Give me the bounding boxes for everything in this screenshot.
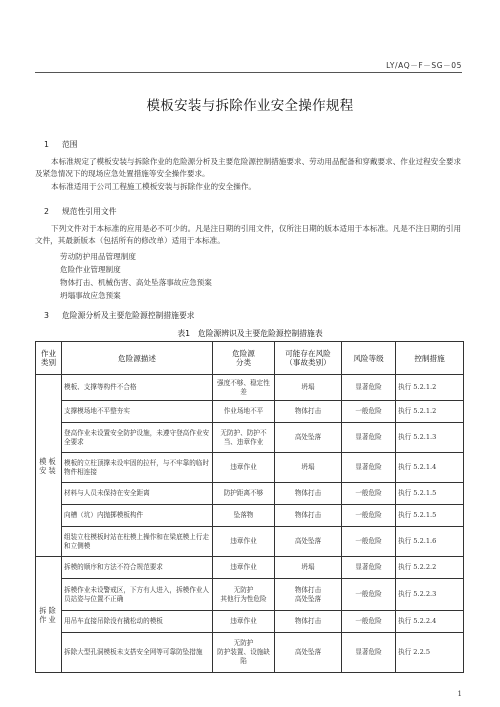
hazard-control-table [35, 341, 464, 673]
table-row [36, 527, 464, 557]
header-risk-level: 风险等级 [342, 342, 396, 375]
table-row [36, 483, 464, 505]
document-title: 模板安装与拆除作业安全操作规程 [146, 98, 354, 114]
risk-level-cell: 一般危险 [342, 483, 396, 505]
control-measure-cell: 执行 5.2.1.5 [396, 505, 464, 527]
hazard-type-cell: 违章作业 [213, 611, 275, 633]
hazard-description-cell: 用吊车直接吊除没有撬松动的模板 [62, 611, 213, 633]
control-measure-cell: 执行 5.2.1.2 [396, 401, 464, 423]
control-measure-cell: 执行 5.2.2.4 [396, 611, 464, 633]
control-measure-cell: 执行 5.2.1.2 [396, 375, 464, 401]
paragraph: 本标准规定了模板安装与拆除作业的危险源分析及主要危险源控制措施要求、劳动用品配备和穿戴要求、作业过程安全要求及紧急情况下的现场应急处置措施等安全操作要求。 [35, 157, 462, 178]
section-heading-scope [44, 139, 78, 150]
accident-type-cell: 物体打击 高处坠落 [275, 579, 342, 611]
accident-type-cell: 高处坠落 [275, 633, 342, 673]
hazard-description-cell: 登高作业未设置安全防护设施，未遵守登高作业安全要求 [62, 423, 213, 453]
hazard-type-cell: 无防护 其他行为性危险 [213, 579, 275, 611]
risk-level-cell: 显著危险 [342, 557, 396, 579]
hazard-type-cell: 作业场地不平 [213, 401, 275, 423]
page-number: 1 [457, 690, 462, 698]
table-row [36, 505, 464, 527]
risk-level-cell: 一般危险 [342, 505, 396, 527]
hazard-type-cell: 坠落物 [213, 505, 275, 527]
hazard-type-cell: 无防护 防护装置、设施缺陷 [213, 633, 275, 673]
header-rule [35, 72, 462, 73]
header-accident-type: 可能存在风险 （事故类别） [275, 342, 342, 375]
hazard-description-cell: 支撑模场地不平整夯实 [62, 401, 213, 423]
hazard-description-cell: 拆模的顺序和方法不符合规范要求 [62, 557, 213, 579]
hazard-description-cell: 拆除大型孔洞模板未支搭安全网等可靠防坠措施 [62, 633, 213, 673]
accident-type-cell: 坍塌 [275, 375, 342, 401]
accident-type-cell: 坍塌 [275, 557, 342, 579]
accident-type-cell: 坍塌 [275, 453, 342, 483]
table-row [36, 611, 464, 633]
table-row [36, 633, 464, 673]
risk-level-cell: 一般危险 [342, 579, 396, 611]
control-measure-cell: 执行 5.2.1.4 [396, 453, 464, 483]
hazard-description-cell: 向槽（坑）内抛掷模板构件 [62, 505, 213, 527]
category-cell: 拆除 作业 [36, 557, 62, 673]
document-code: LY/AQ－F－SG－05 [386, 61, 462, 70]
accident-type-cell: 物体打击 [275, 611, 342, 633]
section-title: 范围 [62, 140, 78, 149]
accident-type-cell: 物体打击 [275, 505, 342, 527]
hazard-description-cell: 拆模作业未设警戒区，下方有人进入，拆模作业人员站姿与位置不正确 [62, 579, 213, 611]
hazard-type-cell: 违章作业 [213, 557, 275, 579]
control-measure-cell: 执行 2.2.5 [396, 633, 464, 673]
reference-item: 劳动防护用品管理制度 [60, 252, 136, 261]
table-row [36, 375, 464, 401]
hazard-type-cell: 违章作业 [213, 453, 275, 483]
section-heading-hazard-analysis [44, 310, 195, 321]
section-number: 3 [44, 311, 49, 320]
control-measure-cell: 执行 5.2.1.3 [396, 423, 464, 453]
table-row [36, 579, 464, 611]
category-cell: 模板 安装 [36, 375, 62, 557]
hazard-description-cell: 模板的立柱顶撑未设牢固的拉杆，与不牢靠的临时物件相连接 [62, 453, 213, 483]
table-row [36, 453, 464, 483]
section-heading-references [44, 206, 117, 217]
risk-level-cell: 一般危险 [342, 611, 396, 633]
paragraph: 下列文件对于本标准的应用是必不可少的。凡是注日期的引用文件，仅所注日期的版本适用于本标准。凡是不注日期的引用文件，其最新版本（包括所有的修改单）适用于本标准。 [35, 224, 462, 245]
risk-level-cell: 一般危险 [342, 527, 396, 557]
header-hazard-description: 危险源描述 [62, 342, 213, 375]
section-title: 危险源分析及主要危险源控制措施要求 [62, 311, 195, 320]
reference-item: 坍塌事故应急预案 [60, 291, 121, 300]
table-caption: 表1 危险源辨识及主要危险源控制措施表 [177, 329, 323, 338]
risk-level-cell: 显著危险 [342, 423, 396, 453]
risk-level-cell: 一般危险 [342, 401, 396, 423]
hazard-type-cell: 无防护、防护不当、违章作业 [213, 423, 275, 453]
accident-type-cell: 高处坠落 [275, 527, 342, 557]
table-header-row [36, 342, 464, 375]
table-row [36, 423, 464, 453]
accident-type-cell: 物体打击 [275, 401, 342, 423]
reference-item: 物体打击、机械伤害、高处坠落事故应急预案 [60, 278, 212, 287]
table-row [36, 557, 464, 579]
control-measure-cell: 执行 5.2.1.6 [396, 527, 464, 557]
section-number: 2 [44, 207, 49, 216]
header-control-measure: 控制措施 [396, 342, 464, 375]
paragraph: 本标准适用于公司工程施工模板安装与拆除作业的安全操作。 [51, 182, 257, 191]
risk-level-cell: 显著危险 [342, 633, 396, 673]
accident-type-cell: 物体打击 [275, 483, 342, 505]
accident-type-cell: 高处坠落 [275, 423, 342, 453]
section-number: 1 [44, 140, 49, 149]
risk-level-cell: 显著危险 [342, 375, 396, 401]
hazard-description-cell: 模板、支撑等构件不合格 [62, 375, 213, 401]
control-measure-cell: 执行 5.2.1.5 [396, 483, 464, 505]
hazard-type-cell: 违章作业 [213, 527, 275, 557]
hazard-type-cell: 强度不够、稳定性差 [213, 375, 275, 401]
hazard-description-cell: 组装立柱模板时站在柱模上操作和在梁底模上行走和立侧模 [62, 527, 213, 557]
header-hazard-type: 危险源 分类 [213, 342, 275, 375]
section-title: 规范性引用文件 [62, 207, 117, 216]
reference-item: 危险作业管理制度 [60, 265, 121, 274]
control-measure-cell: 执行 5.2.2.3 [396, 579, 464, 611]
header-category: 作业 类别 [36, 342, 62, 375]
hazard-description-cell: 材料与人员未保持在安全距离 [62, 483, 213, 505]
control-measure-cell: 执行 5.2.2.2 [396, 557, 464, 579]
hazard-type-cell: 防护距离不够 [213, 483, 275, 505]
table-row [36, 401, 464, 423]
risk-level-cell: 显著危险 [342, 453, 396, 483]
